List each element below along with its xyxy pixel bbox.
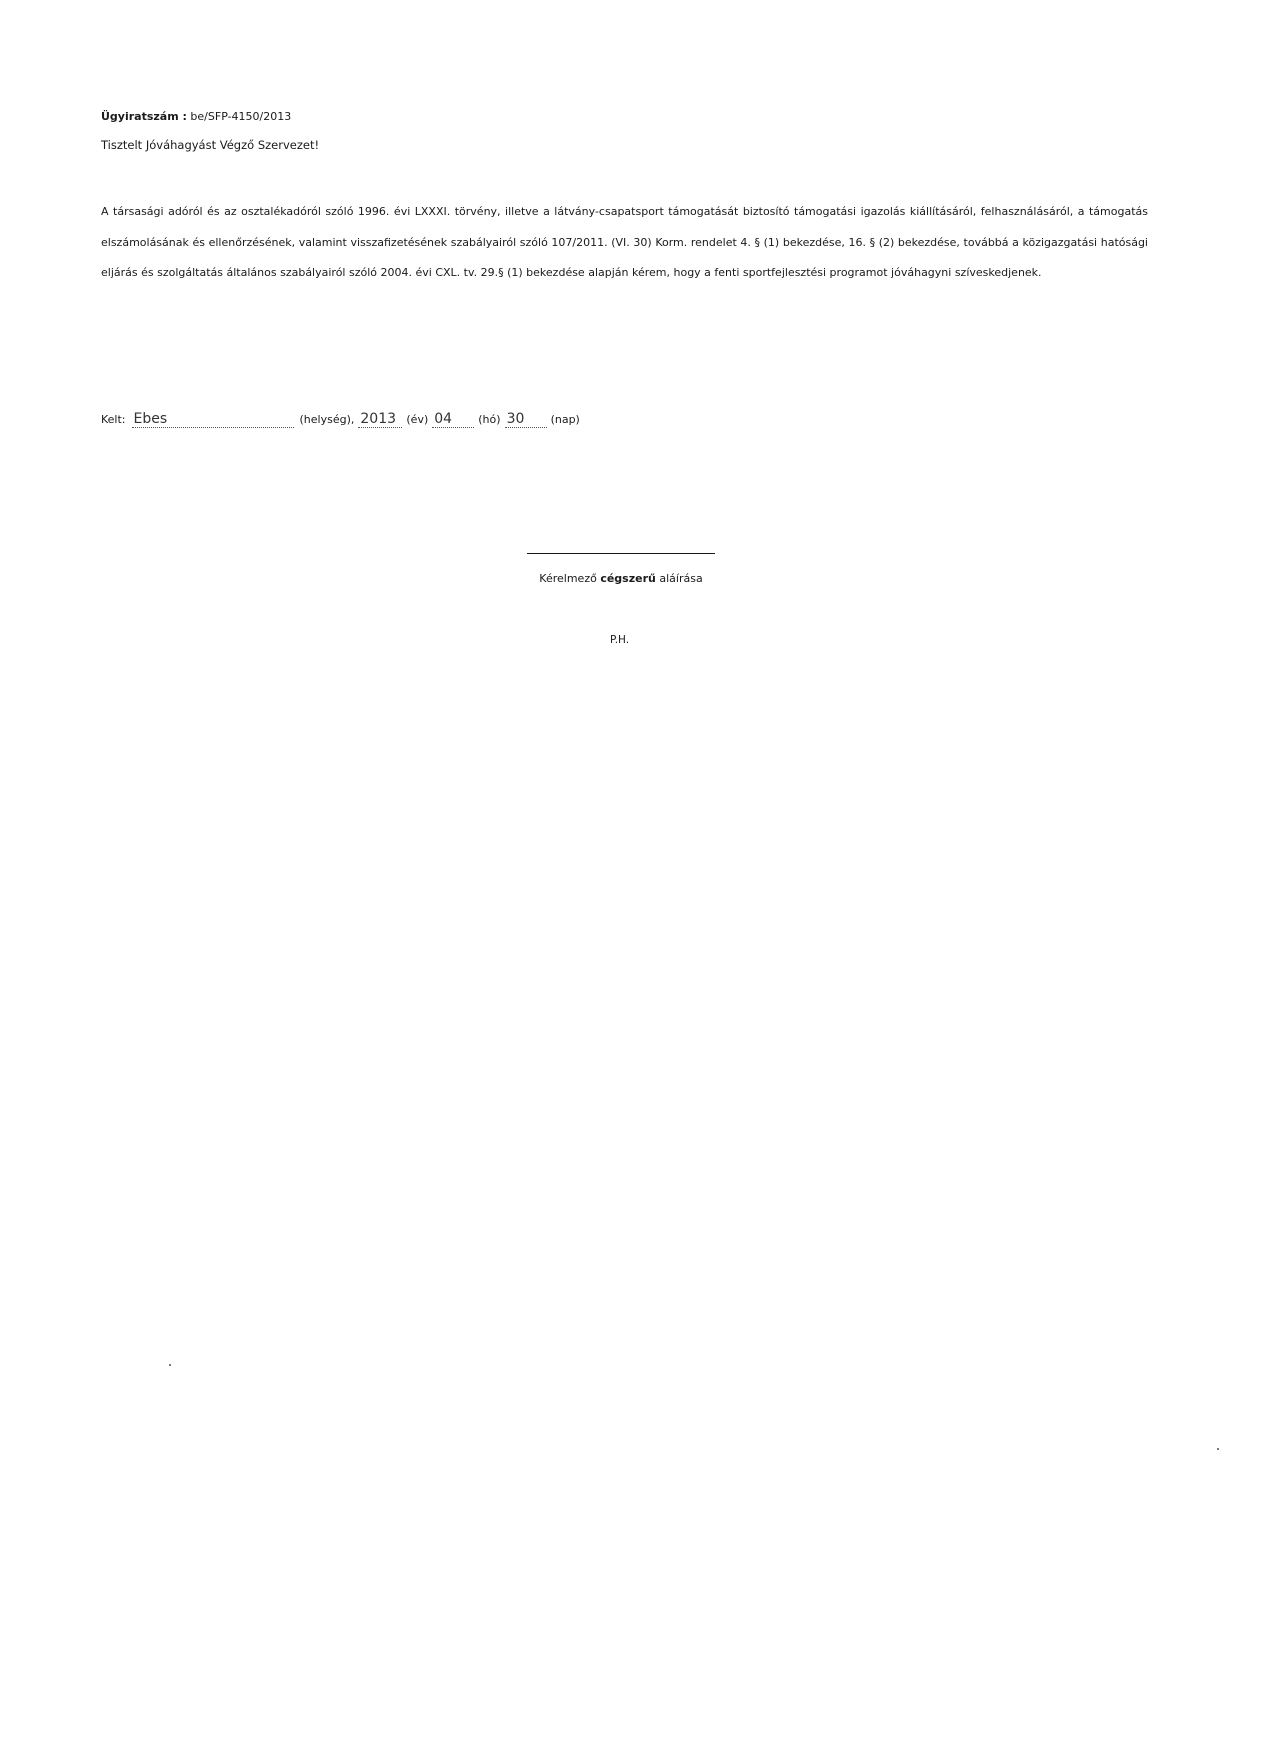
salutation: Tisztelt Jóváhagyást Végző Szervezet! — [101, 138, 320, 152]
year-label: (év) — [406, 413, 429, 426]
signature-line — [527, 553, 715, 554]
signature-caption-end: aláírása — [655, 572, 703, 585]
signature-caption-bold: cégszerű — [600, 572, 656, 585]
case-number-label: Ügyiratszám : — [101, 110, 187, 123]
case-number — [101, 110, 291, 123]
kelt-label: Kelt: — [101, 413, 126, 426]
signature-caption — [527, 572, 715, 585]
place-label: (helység), — [299, 413, 355, 426]
year-field: 2013 — [358, 411, 402, 428]
date-line — [101, 411, 580, 428]
stamp-placeholder: P.H. — [610, 634, 630, 646]
request-paragraph: A társasági adóról és az osztalékadóról szóló 1996. évi LXXXI. törvény, illetve a látvány-csapatsport támogatását biztosító támogatási igazolás kiállításáról, felhasználásáról, a támogatás elszámolásának és ellenőrzésének, valamint visszafizetésének szabályairól szóló 107/2011. (VI. 30) Korm. rendelet 4. § (1) bekezdése, 16. § (2) bekezdése, továbbá a közigazgatási hatósági eljárás és szolgáltatás általános szabályairól szóló 2004. évi CXL. tv. 29.§ (1) bekezdése alapján kérem, hogy a fenti sportfejlesztési programot jóváhagyni szíveskedjenek. — [101, 205, 1148, 279]
month-label: (hó) — [478, 413, 501, 426]
place-field: Ebes — [132, 411, 294, 428]
signature-caption-start: Kérelmező — [539, 572, 601, 585]
day-label: (nap) — [550, 413, 580, 426]
day-field: 30 — [505, 411, 547, 428]
month-field: 04 — [432, 411, 474, 428]
scan-speck — [169, 1364, 171, 1366]
scan-speck — [1217, 1448, 1219, 1450]
case-number-value: be/SFP-4150/2013 — [190, 110, 292, 123]
